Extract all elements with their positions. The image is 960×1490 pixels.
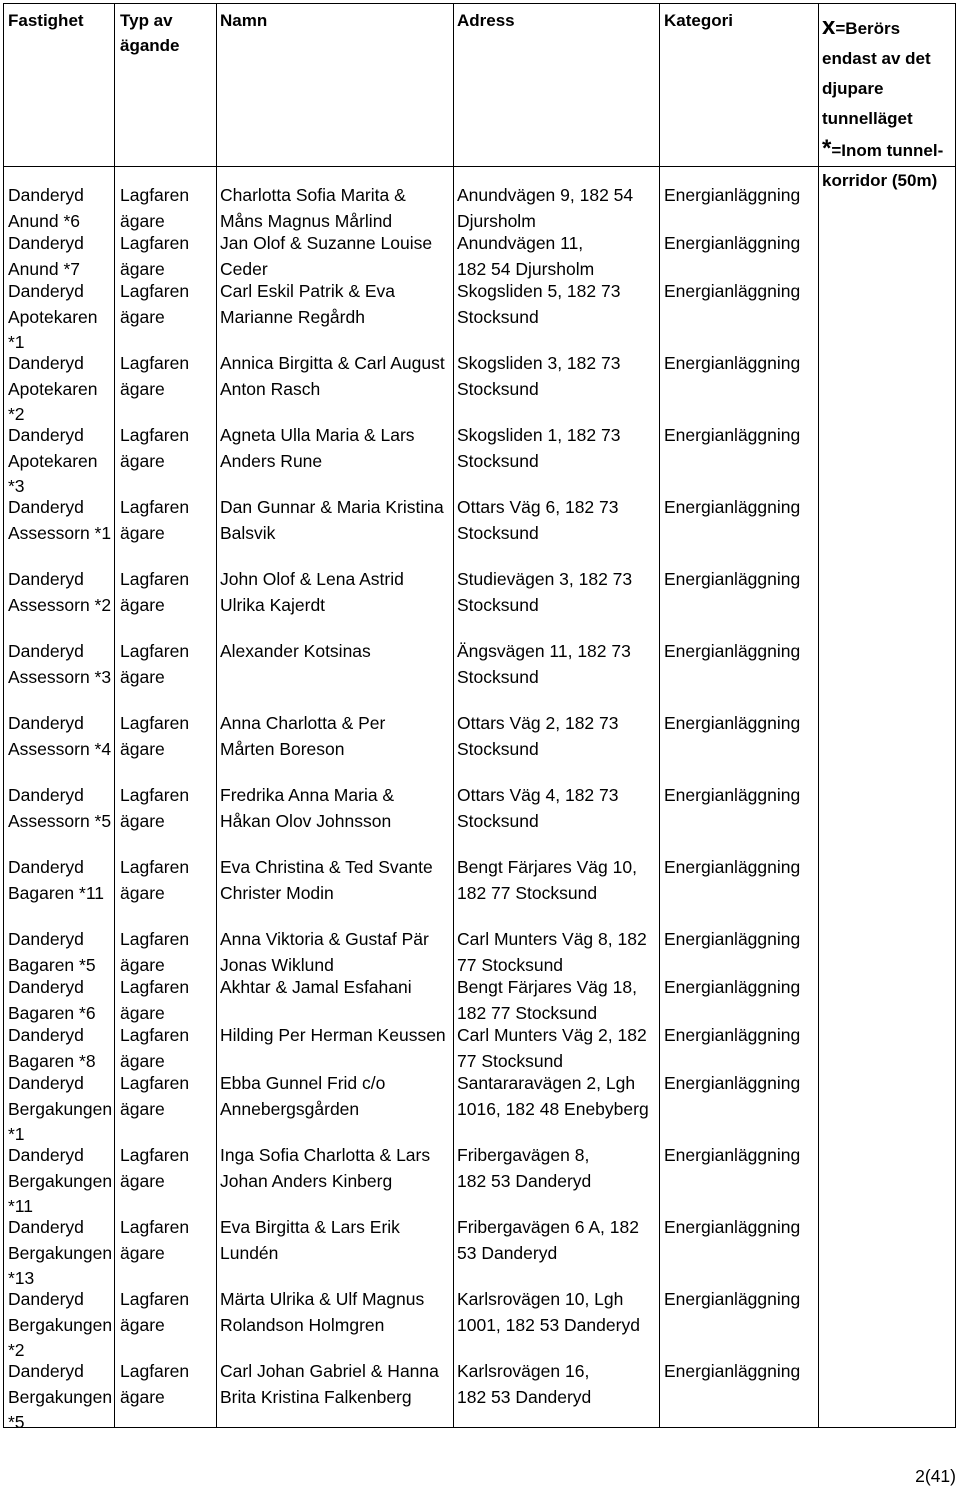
- category-cell: Energianläggning: [664, 1217, 801, 1237]
- category-cell: Energianläggning: [664, 785, 801, 805]
- property-cell: Danderyd Bagaren *6: [8, 977, 96, 1023]
- property-cell: Danderyd Bergakungen *5: [8, 1361, 113, 1433]
- address-cell: Karlsrovägen 16, 182 53 Danderyd: [457, 1361, 592, 1407]
- column-divider: [659, 4, 660, 1427]
- owner-type-cell: Lagfaren ägare: [120, 425, 190, 471]
- address-cell: Bengt Färjares Väg 10, 182 77 Stocksund: [457, 857, 637, 903]
- address-cell: Bengt Färjares Väg 18, 182 77 Stocksund: [457, 977, 637, 1023]
- owner-type-cell: Lagfaren ägare: [120, 929, 190, 975]
- owner-type-cell: Lagfaren ägare: [120, 785, 190, 831]
- owner-type-cell: Lagfaren ägare: [120, 1361, 190, 1407]
- property-cell: Danderyd Assessorn *3: [8, 641, 112, 687]
- owner-name-cell: Anna Charlotta & Per Mårten Boreson: [220, 713, 386, 759]
- category-cell: Energianläggning: [664, 1145, 801, 1165]
- page-number: 2(41): [915, 1466, 956, 1486]
- address-cell: Skogsliden 5, 182 73 Stocksund: [457, 281, 621, 327]
- property-cell: Danderyd Bagaren *5: [8, 929, 96, 975]
- owner-type-cell: Lagfaren ägare: [120, 497, 190, 543]
- address-cell: Santararavägen 2, Lgh 1016, 182 48 Enebyberg: [457, 1073, 649, 1119]
- header-name: Namn: [220, 11, 268, 30]
- address-cell: Fribergavägen 8, 182 53 Danderyd: [457, 1145, 592, 1191]
- owner-name-cell: Anna Viktoria & Gustaf Pär Jonas Wiklund: [220, 929, 429, 975]
- category-cell: Energianläggning: [664, 641, 801, 661]
- property-cell: Danderyd Bergakungen *11: [8, 1145, 113, 1217]
- owner-name-cell: Hilding Per Herman Keussen: [220, 1025, 446, 1045]
- owner-type-cell: Lagfaren ägare: [120, 1217, 190, 1263]
- owner-name-cell: Jan Olof & Suzanne Louise Ceder: [220, 233, 433, 279]
- owner-type-cell: Lagfaren ägare: [120, 1025, 190, 1071]
- owner-type-cell: Lagfaren ägare: [120, 569, 190, 615]
- property-cell: Danderyd Bergakungen *2: [8, 1289, 113, 1361]
- category-cell: Energianläggning: [664, 929, 801, 949]
- category-cell: Energianläggning: [664, 497, 801, 517]
- owner-name-cell: Charlotta Sofia Marita & Måns Magnus Mårlind: [220, 185, 406, 231]
- owner-type-cell: Lagfaren ägare: [120, 353, 190, 399]
- owner-type-cell: Lagfaren ägare: [120, 1145, 190, 1191]
- category-cell: Energianläggning: [664, 977, 801, 997]
- owners-table: [3, 3, 956, 1433]
- owner-type-cell: Lagfaren ägare: [120, 281, 190, 327]
- owner-name-cell: Dan Gunnar & Maria Kristina Balsvik: [220, 497, 444, 543]
- owner-name-cell: Akhtar & Jamal Esfahani: [220, 977, 412, 997]
- owner-type-cell: Lagfaren ägare: [120, 1289, 190, 1335]
- header-owner-type: Typ av ägande: [120, 11, 180, 55]
- address-cell: Ottars Väg 6, 182 73 Stocksund: [457, 497, 619, 543]
- property-cell: Danderyd Apotekaren *1: [8, 281, 98, 353]
- category-cell: Energianläggning: [664, 1025, 801, 1045]
- category-cell: Energianläggning: [664, 185, 801, 205]
- property-cell: Danderyd Assessorn *1: [8, 497, 112, 543]
- legend-star-mark: *: [822, 135, 832, 162]
- owner-type-cell: Lagfaren ägare: [120, 233, 190, 279]
- property-cell: Danderyd Anund *6: [8, 185, 84, 231]
- category-cell: Energianläggning: [664, 1073, 801, 1093]
- property-cell: Danderyd Bergakungen *1: [8, 1073, 113, 1145]
- owner-name-cell: Ebba Gunnel Frid c/o Annebergsgården: [220, 1073, 386, 1119]
- address-cell: Carl Munters Väg 8, 182 77 Stocksund: [457, 929, 647, 975]
- owner-type-cell: Lagfaren ägare: [120, 977, 190, 1023]
- column-divider: [216, 4, 217, 1427]
- owner-type-cell: Lagfaren ägare: [120, 1073, 190, 1119]
- header-address: Adress: [457, 11, 515, 30]
- legend-x-text: =Berörs endast av det djupare tunnelläget: [822, 19, 931, 128]
- header-category: Kategori: [664, 11, 733, 30]
- owner-name-cell: Märta Ulrika & Ulf Magnus Rolandson Holmgren: [220, 1289, 425, 1335]
- owner-name-cell: Carl Eskil Patrik & Eva Marianne Regårdh: [220, 281, 396, 327]
- owner-name-cell: Annica Birgitta & Carl August Anton Rasch: [220, 353, 445, 399]
- address-cell: Ottars Väg 2, 182 73 Stocksund: [457, 713, 619, 759]
- owner-name-cell: Alexander Kotsinas: [220, 641, 371, 661]
- address-cell: Anundvägen 9, 182 54 Djursholm: [457, 185, 634, 231]
- category-cell: Energianläggning: [664, 1361, 801, 1381]
- category-cell: Energianläggning: [664, 233, 801, 253]
- category-cell: Energianläggning: [664, 569, 801, 589]
- address-cell: Studievägen 3, 182 73 Stocksund: [457, 569, 633, 615]
- address-cell: Karlsrovägen 10, Lgh 1001, 182 53 Danderyd: [457, 1289, 640, 1335]
- owner-name-cell: Carl Johan Gabriel & Hanna Brita Kristina Falkenberg: [220, 1361, 439, 1407]
- owner-name-cell: Eva Birgitta & Lars Erik Lundén: [220, 1217, 400, 1263]
- address-cell: Carl Munters Väg 2, 182 77 Stocksund: [457, 1025, 647, 1071]
- owner-type-cell: Lagfaren ägare: [120, 857, 190, 903]
- address-cell: Fribergavägen 6 A, 182 53 Danderyd: [457, 1217, 639, 1263]
- property-cell: Danderyd Apotekaren *2: [8, 353, 98, 425]
- owner-type-cell: Lagfaren ägare: [120, 185, 190, 231]
- owner-name-cell: Fredrika Anna Maria & Håkan Olov Johnsson: [220, 785, 395, 831]
- legend-star-text: =Inom tunnel-korridor (50m): [822, 141, 944, 190]
- header-property: Fastighet: [8, 11, 84, 30]
- address-cell: Skogsliden 3, 182 73 Stocksund: [457, 353, 621, 399]
- owner-type-cell: Lagfaren ägare: [120, 641, 190, 687]
- property-cell: Danderyd Assessorn *2: [8, 569, 112, 615]
- category-cell: Energianläggning: [664, 425, 801, 445]
- owner-name-cell: Inga Sofia Charlotta & Lars Johan Anders Kinberg: [220, 1145, 431, 1191]
- category-cell: Energianläggning: [664, 713, 801, 733]
- address-cell: Anundvägen 11, 182 54 Djursholm: [457, 233, 595, 279]
- address-cell: Ängsvägen 11, 182 73 Stocksund: [457, 641, 631, 687]
- address-cell: Skogsliden 1, 182 73 Stocksund: [457, 425, 621, 471]
- property-cell: Danderyd Bergakungen *13: [8, 1217, 113, 1289]
- property-cell: Danderyd Bagaren *11: [8, 857, 105, 903]
- category-cell: Energianläggning: [664, 353, 801, 373]
- property-cell: Danderyd Assessorn *5: [8, 785, 112, 831]
- property-cell: Danderyd Anund *7: [8, 233, 84, 279]
- category-cell: Energianläggning: [664, 857, 801, 877]
- header-divider: [4, 166, 955, 167]
- property-cell: Danderyd Bagaren *8: [8, 1025, 96, 1071]
- owner-name-cell: Agneta Ulla Maria & Lars Anders Rune: [220, 425, 415, 471]
- address-cell: Ottars Väg 4, 182 73 Stocksund: [457, 785, 619, 831]
- category-cell: Energianläggning: [664, 281, 801, 301]
- property-cell: Danderyd Assessorn *4: [8, 713, 112, 759]
- owner-type-cell: Lagfaren ägare: [120, 713, 190, 759]
- legend-x-mark: x: [822, 13, 836, 40]
- owner-name-cell: John Olof & Lena Astrid Ulrika Kajerdt: [220, 569, 404, 615]
- property-cell: Danderyd Apotekaren *3: [8, 425, 98, 497]
- header-legend: [822, 12, 956, 196]
- owner-name-cell: Eva Christina & Ted Svante Christer Modin: [220, 857, 433, 903]
- category-cell: Energianläggning: [664, 1289, 801, 1309]
